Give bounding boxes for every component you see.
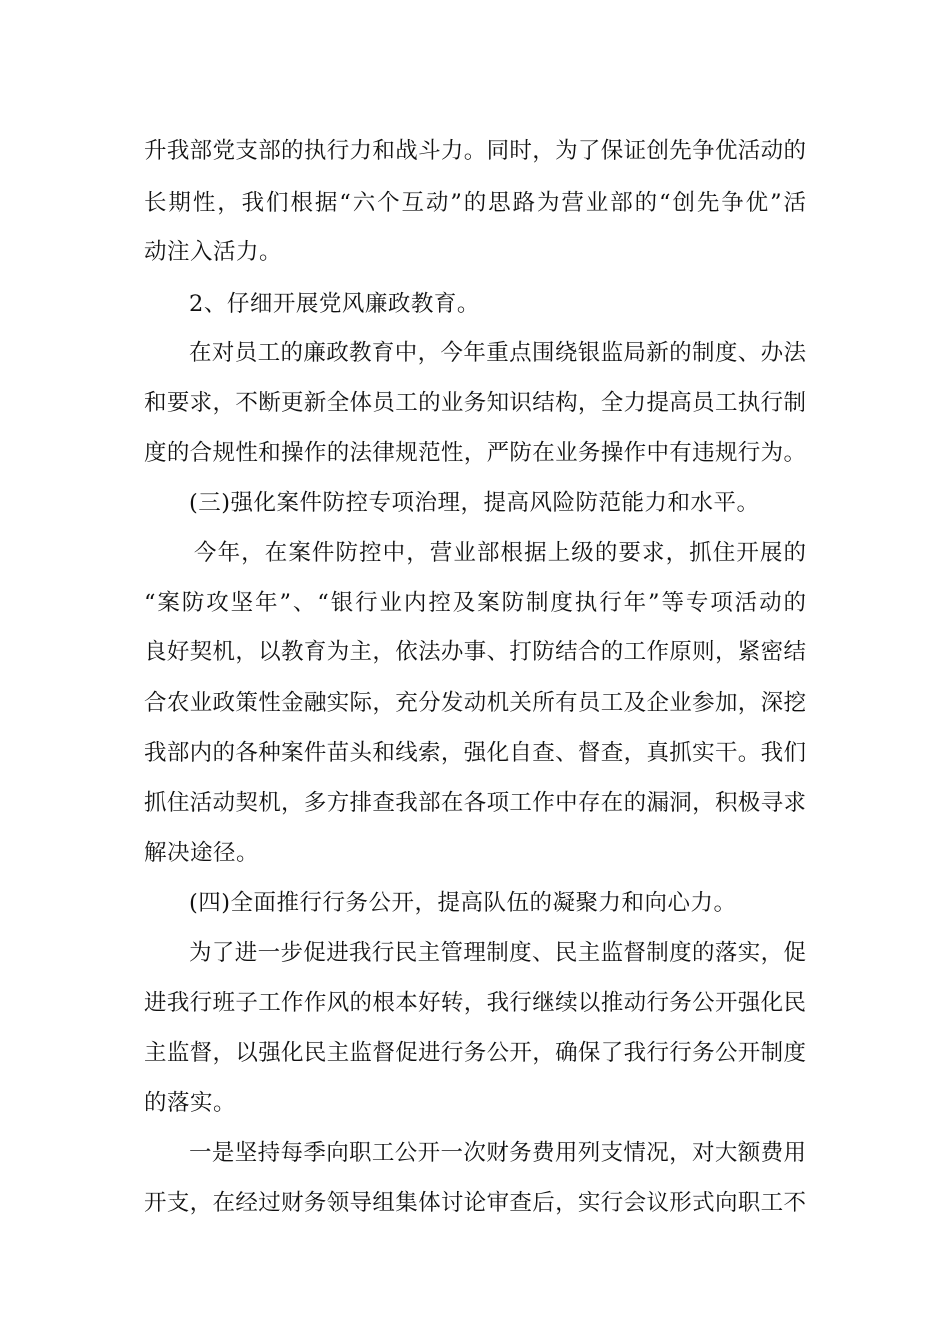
paragraph-line: 抓住活动契机，多方排查我部在各项工作中存在的漏洞，积极寻求 [144, 790, 806, 816]
section-heading: 2、仔细开展党风廉政教育。 [189, 291, 480, 317]
paragraph-line: 我部内的各种案件苗头和线索，强化自查、督查，真抓实干。我们 [144, 740, 806, 766]
paragraph-line: 今年，在案件防控中，营业部根据上级的要求，抓住开展的 [194, 540, 806, 566]
paragraph-line: 进我行班子工作作风的根本好转，我行继续以推动行务公开强化民 [144, 990, 806, 1016]
paragraph-line: 合农业政策性金融实际，充分发动机关所有员工及企业参加，深挖 [144, 690, 806, 716]
paragraph-line: 主监督，以强化民主监督促进行务公开，确保了我行行务公开制度 [144, 1040, 806, 1066]
paragraph-line: 在对员工的廉政教育中，今年重点围绕银监局新的制度、办法 [189, 340, 806, 366]
paragraph-line: 的落实。 [144, 1090, 237, 1116]
paragraph-line: 为了进一步促进我行民主管理制度、民主监督制度的落实，促 [189, 940, 806, 966]
section-heading: (三)强化案件防控专项治理，提高风险防范能力和水平。 [189, 490, 760, 516]
paragraph-line: 良好契机，以教育为主，依法办事、打防结合的工作原则，紧密结 [144, 639, 806, 665]
paragraph-line: “案防攻坚年”、“银行业内控及案防制度执行年”等专项活动的 [144, 590, 806, 616]
paragraph-line: 度的合规性和操作的法律规范性，严防在业务操作中有违规行为。 [144, 440, 806, 466]
section-heading: (四)全面推行行务公开，提高队伍的凝聚力和向心力。 [189, 890, 737, 916]
paragraph-line: 一是坚持每季向职工公开一次财务费用列支情况，对大额费用 [189, 1140, 806, 1166]
paragraph-line: 和要求，不断更新全体员工的业务知识结构，全力提高员工执行制 [144, 390, 806, 416]
paragraph-line: 解决途径。 [144, 840, 260, 866]
paragraph-line: 动注入活力。 [144, 239, 283, 265]
paragraph-line: 开支，在经过财务领导组集体讨论审查后，实行会议形式向职工不 [144, 1190, 806, 1216]
paragraph-line: 升我部党支部的执行力和战斗力。同时，为了保证创先争优活动的 [144, 138, 806, 164]
paragraph-line: 长期性，我们根据“六个互动”的思路为营业部的“创先争优”活 [144, 190, 806, 216]
